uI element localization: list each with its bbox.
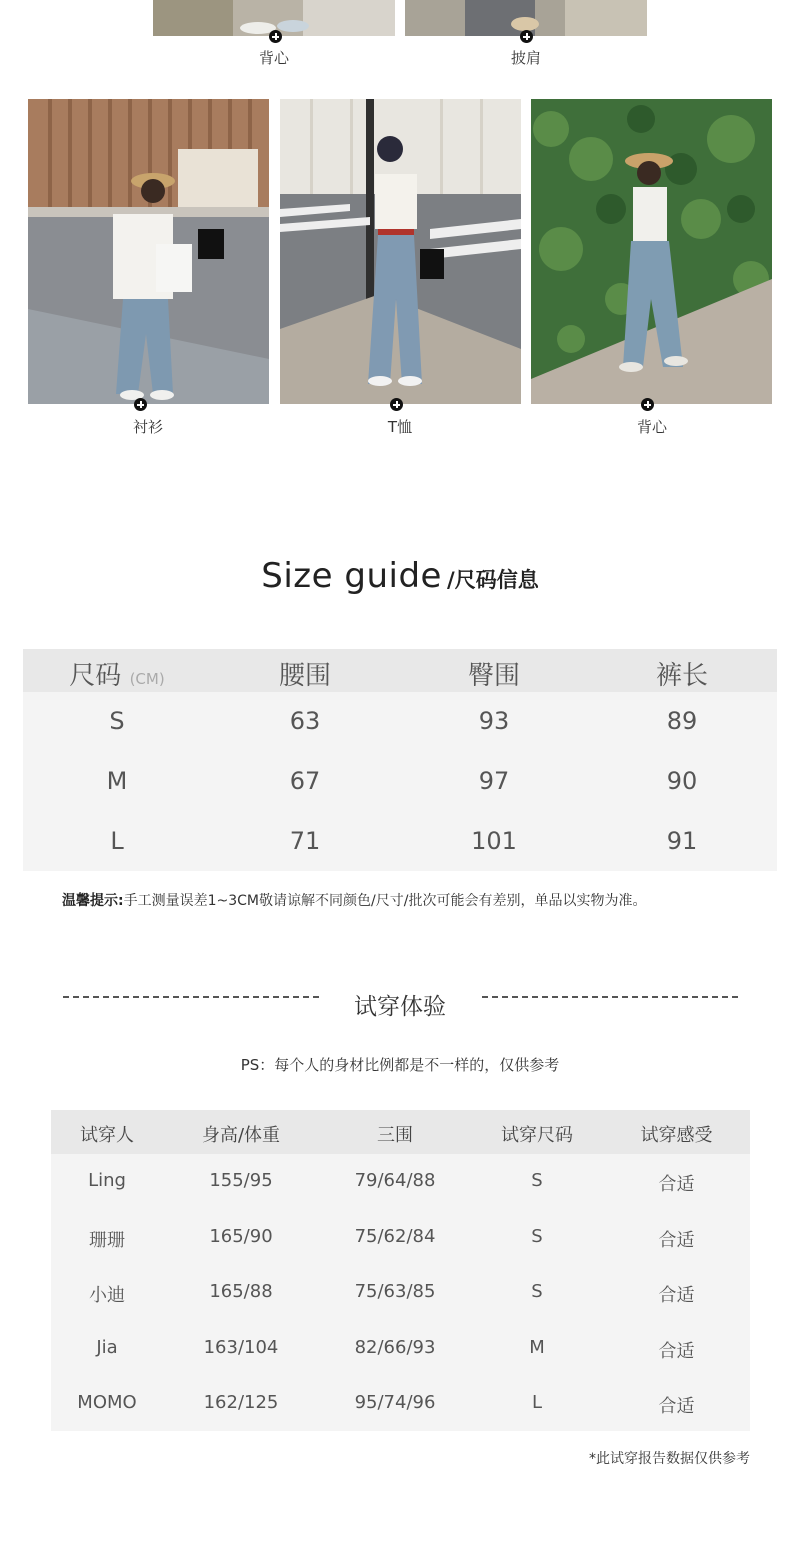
try-cell: Ling <box>88 1170 126 1191</box>
try-on-ps: PS：每个人的身材比例都是不一样的，仅供参考 <box>240 1056 560 1074</box>
try-on-note: *此试穿报告数据仅供参考 <box>589 1451 750 1467</box>
try-cell: 合适 <box>658 1341 695 1362</box>
outfit-photo-vest <box>531 99 772 404</box>
try-cell: L <box>531 1392 543 1413</box>
try-cell: 75/63/85 <box>354 1281 436 1302</box>
try-header-feel: 试穿感受 <box>640 1125 713 1146</box>
try-cell: 95/74/96 <box>354 1392 436 1413</box>
outfit-photo-shirt <box>28 99 269 404</box>
size-cell: 67 <box>289 767 321 795</box>
size-cell: L <box>110 827 124 855</box>
try-cell: 79/64/88 <box>354 1170 436 1191</box>
try-on-table <box>51 1110 750 1431</box>
try-cell: 75/62/84 <box>354 1226 436 1247</box>
try-cell: 165/88 <box>209 1281 273 1302</box>
size-unit: (CM) <box>129 670 165 688</box>
size-table <box>23 649 777 871</box>
try-cell: 155/95 <box>209 1170 273 1191</box>
try-cell: MOMO <box>77 1392 137 1413</box>
try-cell: 珊珊 <box>89 1230 125 1251</box>
try-cell: S <box>531 1170 543 1191</box>
photo-caption: T恤 <box>387 418 413 436</box>
measurement-tip <box>62 890 646 910</box>
tip-text: 手工测量误差1~3CM敬请谅解不同颜色/尺寸/批次可能会有差别，单品以实物为准。 <box>123 893 647 909</box>
try-header-person: 试穿人 <box>80 1125 134 1146</box>
size-header-size: 尺码 (CM) <box>69 661 165 691</box>
size-guide-title-en: Size guide <box>261 556 442 596</box>
plus-icon[interactable] <box>269 30 282 43</box>
try-cell: 82/66/93 <box>354 1337 436 1358</box>
size-header-waist: 腰围 <box>278 661 331 691</box>
plus-icon[interactable] <box>390 398 403 411</box>
size-guide-title-cn: /尺码信息 <box>447 568 539 592</box>
try-cell: 165/90 <box>209 1226 273 1247</box>
size-cell: 90 <box>666 767 698 795</box>
try-cell: 合适 <box>658 1396 695 1417</box>
photo-caption: 背心 <box>636 418 667 436</box>
photo-caption: 背心 <box>258 49 289 67</box>
divider-right <box>482 996 738 998</box>
try-cell: 合适 <box>658 1285 695 1306</box>
plus-icon[interactable] <box>520 30 533 43</box>
try-cell: M <box>529 1337 545 1358</box>
try-cell: 小迪 <box>89 1285 125 1306</box>
size-guide-title <box>0 556 800 596</box>
tip-label: 温馨提示: <box>62 893 124 909</box>
size-cell: 63 <box>289 707 321 735</box>
try-header-size: 试穿尺码 <box>501 1125 573 1146</box>
size-cell: 71 <box>289 827 321 855</box>
try-cell: S <box>531 1281 543 1302</box>
try-cell: Jia <box>96 1337 118 1358</box>
outfit-photo-tshirt <box>280 99 521 404</box>
size-cell: 101 <box>471 827 517 855</box>
size-header-hip: 臀围 <box>467 661 520 691</box>
photo-caption: 衬衫 <box>132 418 163 436</box>
size-cell: M <box>106 767 128 795</box>
try-header-measurements: 三围 <box>377 1125 413 1146</box>
plus-icon[interactable] <box>134 398 147 411</box>
size-cell: 97 <box>478 767 510 795</box>
try-cell: 合适 <box>658 1174 695 1195</box>
photo-caption: 披肩 <box>510 49 541 67</box>
try-header-height-weight: 身高/体重 <box>201 1125 281 1146</box>
size-cell: 89 <box>666 707 698 735</box>
size-header-length: 裤长 <box>655 661 708 691</box>
try-cell: S <box>531 1226 543 1247</box>
size-cell: 93 <box>478 707 510 735</box>
size-cell: S <box>109 707 125 735</box>
try-cell: 162/125 <box>203 1392 279 1413</box>
size-cell: 91 <box>666 827 698 855</box>
try-on-title: 试穿体验 <box>354 994 446 1020</box>
try-cell: 合适 <box>658 1230 695 1251</box>
try-cell: 163/104 <box>203 1337 279 1358</box>
plus-icon[interactable] <box>641 398 654 411</box>
